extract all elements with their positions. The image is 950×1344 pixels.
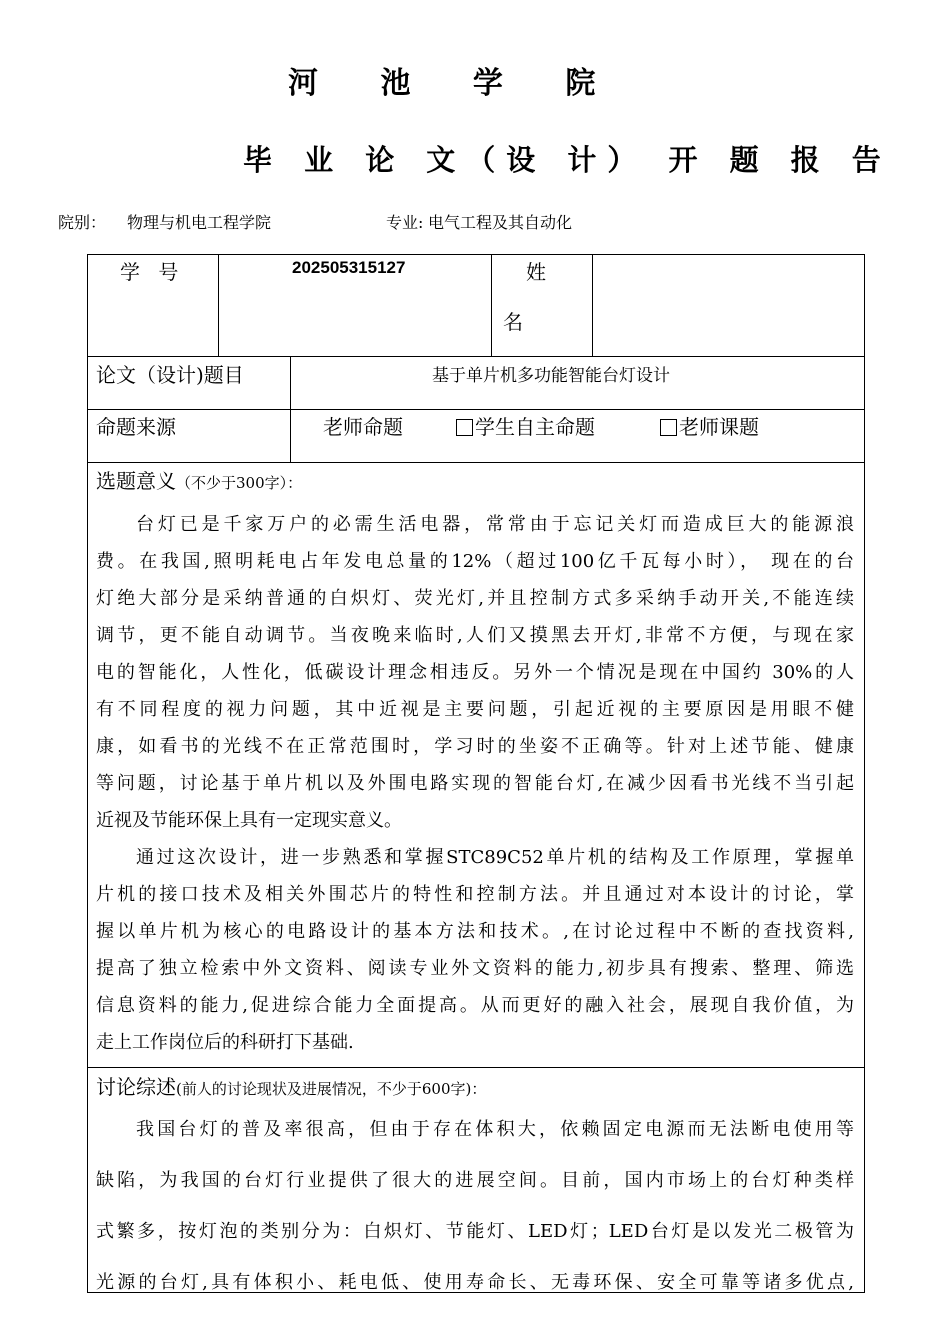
table-rule (87, 409, 865, 410)
text-line: 费。在我国,照明耗电占年发电总量的12%（超过100亿千瓦每小时）， 现在的台 (96, 551, 854, 572)
text-line: 近视及节能环保上具有一定现实意义。 (96, 810, 402, 831)
table-rule (87, 462, 865, 463)
review-heading (96, 1071, 486, 1100)
student-id-value: 202505315127 (292, 258, 406, 277)
department-label: 院别： (58, 213, 107, 232)
text-line: 我国台灯的普及率很高，但由于存在体积大，依赖固定电源而无法断电使用等 (136, 1119, 854, 1140)
text-line: 信息资料的能力,促进综合能力全面提高。从而更好的融入社会，展现自我价值，为 (96, 995, 854, 1016)
text-line: 电的智能化，人性化，低碳设计理念相违反。另外一个情况是现在中国约 30%的人 (96, 662, 854, 683)
table-rule (491, 254, 492, 356)
review-heading-text: 讨论综述 (96, 1075, 176, 1099)
significance-heading-text: 选题意义 (96, 469, 176, 493)
text-line: 光源的台灯,具有体积小、耗电低、使用寿命长、无毒环保、安全可靠等诸多优点, (96, 1272, 854, 1293)
text-line: 通过这次设计，进一步熟悉和掌握STC89C52单片机的结构及工作原理，掌握单 (136, 847, 854, 868)
text-line: 台灯已是千家万户的必需生活电器，常常由于忘记关灯而造成巨大的能源浪 (136, 514, 854, 535)
significance-heading (96, 465, 302, 494)
report-title: 毕 业 论 文（设 计） 开 题 报 告 (243, 143, 892, 177)
major-value: 电气工程及其自动化 (428, 213, 573, 232)
checkbox-icon[interactable] (660, 419, 677, 436)
text-line: 有不同程度的视力问题，其中近视是主要问题，引起近视的主要原因是用眼不健 (96, 699, 854, 720)
text-line: 调节，更不能自动调节。当夜晚来临时,人们又摸黑去开灯,非常不方便，与现在家 (96, 625, 854, 646)
text-line: 康，如看书的光线不在正常范围时，学习时的坐姿不正确等。针对上述节能、健康 (96, 736, 854, 757)
checkbox-icon[interactable] (456, 419, 473, 436)
text-line: 灯绝大部分是采纳普通的白炽灯、荧光灯,并且控制方式多采纳手动开关,不能连续 (96, 588, 854, 609)
topic-label: 论文（设计)题目 (96, 363, 244, 387)
department-value: 物理与机电工程学院 (127, 213, 272, 232)
source-label: 命题来源 (96, 415, 176, 439)
source-option-student-label: 学生自主命题 (475, 415, 595, 439)
significance-body (96, 506, 854, 1061)
review-body (96, 1104, 854, 1308)
text-line: 握以单片机为核心的电路设计的基本方法和技术。,在讨论过程中不断的查找资料, (96, 921, 854, 942)
significance-heading-note: （不少于300字）： (176, 474, 303, 492)
table-rule (218, 254, 219, 356)
text-line: 缺陷，为我国的台灯行业提供了很大的进展空间。目前，国内市场上的台灯种类样 (96, 1170, 854, 1191)
table-rule (290, 356, 291, 462)
topic-value: 基于单片机多功能智能台灯设计 (432, 366, 670, 386)
major-label: 专业: (386, 213, 424, 232)
table-rule (592, 254, 593, 356)
text-line: 式繁多，按灯泡的类别分为：白炽灯、节能灯、LED灯；LED台灯是以发光二极管为 (96, 1221, 854, 1242)
source-option-teacher: 老师命题 (323, 415, 403, 439)
table-rule (87, 356, 865, 357)
table-rule (87, 1067, 865, 1068)
source-option-project[interactable] (660, 411, 759, 440)
text-line: 提高了独立检索中外文资料、阅读专业外文资料的能力,初步具有搜索、整理、筛选 (96, 958, 854, 979)
text-line: 片机的接口技术及相关外围芯片的特性和控制方法。并且通过对本设计的讨论，掌 (96, 884, 854, 905)
source-option-student[interactable] (456, 411, 595, 440)
source-option-project-label: 老师课题 (679, 415, 759, 439)
text-line: 走上工作岗位后的科研打下基础. (96, 1032, 354, 1053)
text-line: 等问题，讨论基于单片机以及外围电路实现的智能台灯,在减少因看书光线不当引起 (96, 773, 854, 794)
student-id-label: 学 号 (120, 260, 185, 284)
name-label-top: 姓 (526, 260, 546, 284)
name-label-bottom: 名 (503, 310, 523, 334)
review-heading-note: (前人的讨论现状及进展情况，不少于600字)： (176, 1080, 487, 1098)
school-name: 河 池 学 院 (288, 66, 622, 101)
